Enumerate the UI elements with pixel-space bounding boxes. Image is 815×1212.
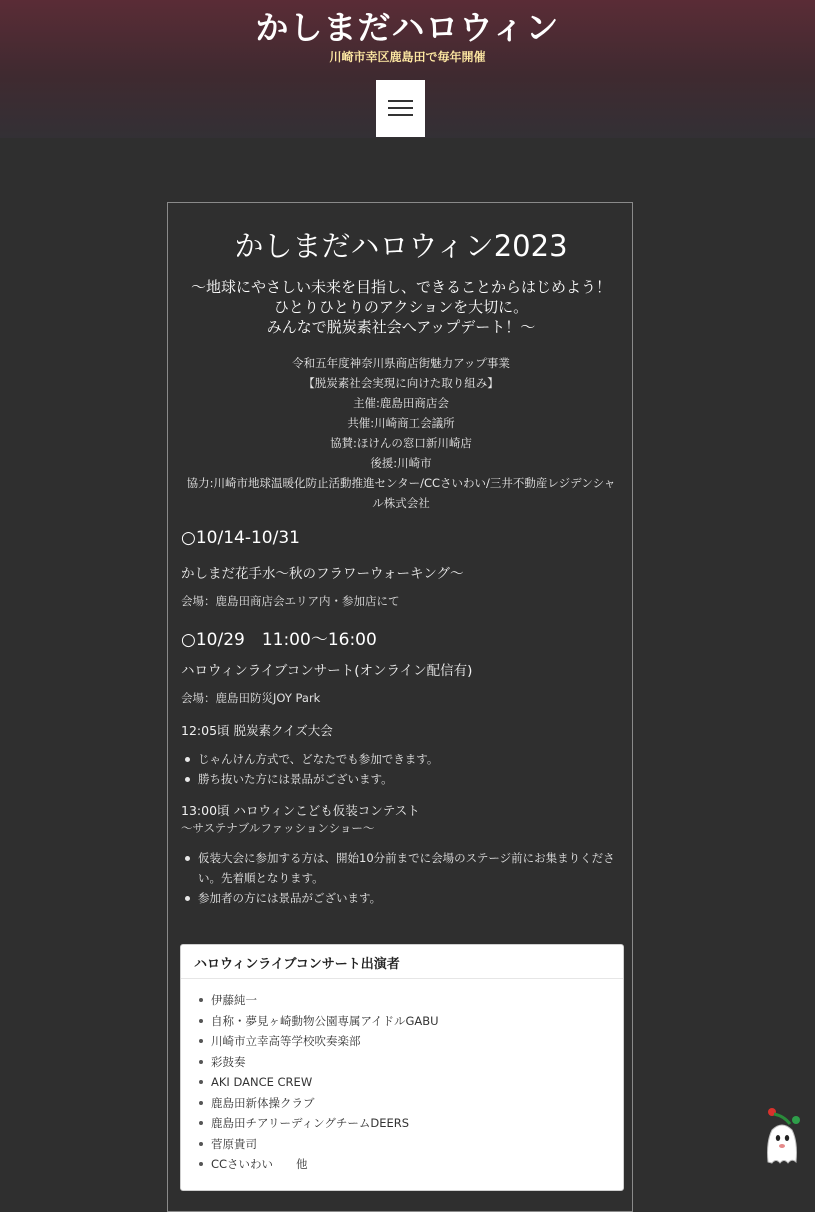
- event1-name: かしまだ花手水～秋のフラワーウォーキング～: [181, 566, 464, 582]
- site-header: [0, 0, 815, 138]
- performer-item: 菅原貴司: [199, 1134, 609, 1154]
- info-line: 後援:川崎市: [370, 456, 432, 470]
- bullet-icon: [199, 1019, 203, 1023]
- performer-item: 伊藤純一: [199, 990, 609, 1010]
- bullet-icon: [199, 998, 203, 1002]
- info-line: 主催:鹿島田商店会: [353, 396, 449, 410]
- bullet-icon: [185, 896, 190, 901]
- lead-line: ～地球にやさしい未来を目指し、できることからはじめよう！: [190, 278, 611, 296]
- performer-item: AKI DANCE CREW: [199, 1072, 609, 1092]
- lead-line: ひとりひとりのアクションを大切に。: [273, 298, 529, 316]
- bullet-icon: [199, 1039, 203, 1043]
- bullet-icon: [185, 777, 190, 782]
- lead-line: みんなで脱炭素社会へアップデート！～: [266, 318, 536, 336]
- ghost-mascot-icon[interactable]: [760, 1106, 804, 1166]
- performer-item: 自称・夢見ヶ崎動物公園専属アイドルGABU: [199, 1011, 609, 1031]
- info-line: 協力:川崎市地球温暖化防止活動推進センター/CCさいわい/三井不動産レジデンシャ: [186, 476, 616, 490]
- contest-subtitle: ～サステナブルファッションショー～: [181, 821, 375, 835]
- info-line: ル株式会社: [372, 496, 430, 510]
- performer-item: 鹿島田新体操クラブ: [199, 1093, 609, 1113]
- bullet-icon: [199, 1162, 203, 1166]
- performers-header: [181, 945, 623, 979]
- organizer-info: [178, 353, 624, 513]
- event2-venue: 会場：鹿島田防災JOY Park: [181, 691, 321, 705]
- article-lead: [168, 277, 634, 337]
- hamburger-menu-button[interactable]: [376, 80, 425, 137]
- bullet-icon: [199, 1060, 203, 1064]
- event2-name: ハロウィンライブコンサート(オンライン配信有): [181, 663, 473, 679]
- info-line: 【脱炭素社会実現に向けた取り組み】: [303, 376, 499, 390]
- info-line: 令和五年度神奈川県商店街魅力アップ事業: [292, 356, 510, 370]
- bullet-icon: [199, 1121, 203, 1125]
- event1-venue: 会場：鹿島田商店会エリア内・参加店にて: [181, 594, 400, 608]
- bullet-icon: [199, 1101, 203, 1105]
- event-article: かしまだハロウィン2023 ～地球にやさしい未来を目指し、できることからはじめよう！ ひとりひとりのアクションを大切に。 みんなで脱炭素社会へアップデート！～ 令和五年度神奈川県商店街魅力アップ事業 【脱炭素社会実現に向けた取り組み】 主催:鹿島田商店会 共催:川崎商工会議所 協賛:ほけんの窓口新川崎店 後援:川崎市 協力:川崎市地球温暖化防止活動推進センター/CCさいわい/三井不動産レジデンシャ ル株式会社 ○10/14-10/31 かしまだ花手水～秋のフラワーウォーキング～ 会場：鹿島田商店会エリア内・参加店にて ○10/29 11:00～16:00 ハロウィンライブコンサート(オンライン配信有) 会場：鹿島田防災JOY Park 12:05頃 脱炭素クイズ大会 じゃんけん方式で、どなたでも参加できます。 勝ち抜いた方には景品がございます。 13:00頃 ハロウィンこども仮装コンテスト ～サステナブルファッションショー～ 仮装大会に参加する方は、開始10分前までに会場のステージ前にお集まりくださ い。先着順となります。 参加者の方には景品がございます。 ハロウィンライブコンサート出演者 伊藤純一 自称・夢見ヶ崎動物公園専属アイドルGABU 川崎市立幸高等学校吹奏楽部 彩鼓奏 AKI DANCE CREW 鹿島田新体操クラブ 鹿島田チアリーディングチームDEERS 菅原貴司 CCさいわい 他: [167, 202, 633, 1212]
- performer-item: 彩鼓奏: [199, 1052, 609, 1072]
- info-line: 協賛:ほけんの窓口新川崎店: [330, 436, 472, 450]
- site-title[interactable]: かしまだハロウィン: [255, 8, 560, 47]
- performer-item: CCさいわい 他: [199, 1154, 609, 1174]
- event2-date: ○10/29 11:00～16:00: [181, 630, 377, 650]
- performer-item: 鹿島田チアリーディングチームDEERS: [199, 1113, 609, 1133]
- contest-title: 13:00頃 ハロウィンこども仮装コンテスト: [181, 803, 420, 818]
- info-line: 共催:川崎商工会議所: [347, 416, 455, 430]
- event1-date: ○10/14-10/31: [181, 528, 300, 548]
- article-title: かしまだハロウィン2023: [234, 229, 568, 263]
- performers-title: ハロウィンライブコンサート出演者: [194, 957, 400, 972]
- bullet-icon: [199, 1080, 203, 1084]
- site-tagline: 川崎市幸区鹿島田で毎年開催: [329, 50, 486, 64]
- quiz-title: 12:05頃 脱炭素クイズ大会: [181, 723, 333, 738]
- performer-item: 川崎市立幸高等学校吹奏楽部: [199, 1031, 609, 1051]
- bullet-icon: [185, 856, 190, 861]
- performers-box: [180, 944, 624, 1191]
- bullet-icon: [199, 1142, 203, 1146]
- bullet-icon: [185, 757, 190, 762]
